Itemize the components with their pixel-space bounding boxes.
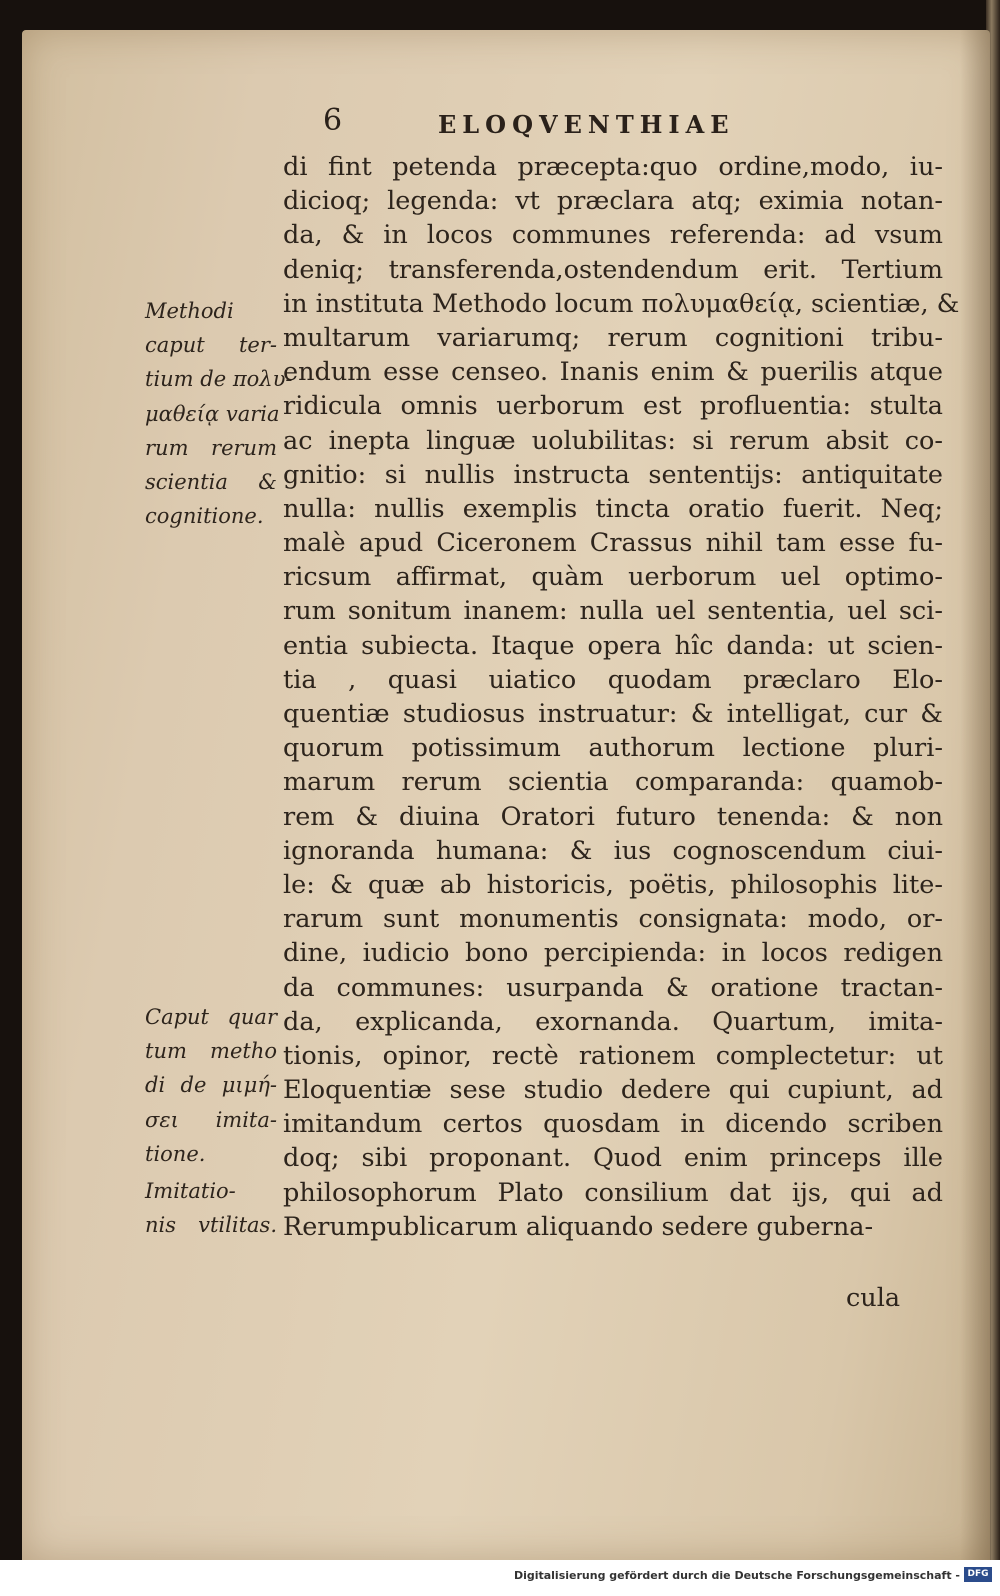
text-line: nulla: nullis exemplis tincta oratio fuerit. Neq; [283, 493, 943, 524]
text-line: da communes: usurpanda & oratione tractan- [283, 972, 943, 1003]
margin-note-imitationis [145, 1174, 277, 1242]
page-number: 6 [323, 103, 343, 138]
text-line: le: & quæ ab historicis, poëtis, philosophis lite- [283, 869, 943, 900]
text-line: ac inepta linguæ uolubilitas: si rerum absit co- [283, 425, 943, 456]
margin-line: scientia & [145, 469, 277, 494]
text-line: quorum potissimum authorum lectione pluri- [283, 733, 943, 764]
text-line: ridicula omnis uerborum est profluentia: stulta [283, 391, 943, 422]
text-line: entia subiecta. Itaque opera hîc danda: ut scien- [283, 630, 943, 661]
margin-line: di de μιμή- [145, 1073, 277, 1098]
margin-line: rum rerum [145, 435, 277, 460]
margin-line: μαθείᾳ varia [145, 401, 280, 426]
margin-line: tium de πολυ- [145, 367, 293, 392]
text-line: gnitio: si nullis instructa sententijs: antiquitate [283, 459, 943, 490]
text-line: endum esse censeo. Inanis enim & puerilis atque [283, 357, 943, 388]
text-line: Eloquentiæ sese studio dedere qui cupiunt, ad [283, 1075, 943, 1106]
footer-bar [0, 1560, 1000, 1596]
text-line: rum sonitum inanem: nulla uel sententia, uel sci- [283, 596, 943, 627]
margin-note-caput-quartum [145, 1000, 277, 1171]
margin-line: Caput quar [145, 1005, 277, 1029]
text-line: philosophorum Plato consilium dat ijs, qui ad [283, 1177, 943, 1208]
margin-line: caput ter- [145, 333, 277, 358]
text-line: rem & diuina Oratori futuro tenenda: & non [283, 801, 943, 832]
text-line: multarum variarumq; rerum cognitioni tribu- [283, 322, 943, 353]
margin-line: tione. [145, 1141, 206, 1166]
text-line: rarum sunt monumentis consignata: modo, or- [283, 904, 943, 935]
text-line: dine, iudicio bono percipienda: in locos redigen [283, 938, 943, 969]
text-line: tia , quasi uiatico quodam præclaro Elo- [283, 664, 943, 695]
text-line: marum rerum scientia comparanda: quamob- [283, 767, 943, 798]
footer-credit: Digitalisierung gefördert durch die Deutsche Forschungsgemeinschaft - [513, 1569, 960, 1582]
text-line: in instituta Methodo locum πολυμαθείᾳ, scientiæ, & [283, 288, 960, 319]
margin-note-methodi [145, 294, 293, 533]
margin-line: nis vtilitas. [145, 1213, 277, 1238]
text-line: da, explicanda, exornanda. Quartum, imita- [283, 1006, 943, 1037]
margin-line: cognitione. [145, 504, 264, 529]
main-text-block [283, 150, 960, 1244]
text-line: malè apud Ciceronem Crassus nihil tam esse fu- [283, 528, 943, 559]
text-line: imitandum certos quosdam in dicendo scriben [283, 1109, 943, 1140]
text-line: da, & in locos communes referenda: ad vsum [283, 220, 943, 251]
margin-line: Imitatio- [145, 1179, 236, 1203]
dfg-logo: DFG [964, 1567, 992, 1582]
text-line: tionis, opinor, rectè rationem complectetur: ut [283, 1040, 943, 1071]
text-line: quentiæ studiosus instruatur: & intelligat, cur & [283, 699, 943, 729]
running-head: ELOQVENTHIAE [438, 110, 735, 139]
catchword: cula [846, 1283, 901, 1313]
text-line: ricsum affirmat, quàm uerborum uel optimo- [283, 562, 943, 593]
text-line: ignoranda humana: & ius cognoscendum ciui- [283, 835, 943, 866]
text-line: Rerumpublicarum aliquando sedere guberna- [283, 1211, 874, 1242]
text-line: dicioq; legenda: vt præclara atq; eximia notan- [283, 186, 943, 217]
text-line: deniq; transferenda,ostendendum erit. Tertium [283, 254, 943, 285]
margin-line: σει imita- [145, 1107, 277, 1132]
margin-line: Methodi [145, 299, 234, 323]
text-line: doq; sibi proponant. Quod enim princeps ille [283, 1143, 943, 1174]
margin-line: tum metho [145, 1039, 277, 1064]
text-line: di fint petenda præcepta:quo ordine,modo, iu- [283, 152, 943, 182]
